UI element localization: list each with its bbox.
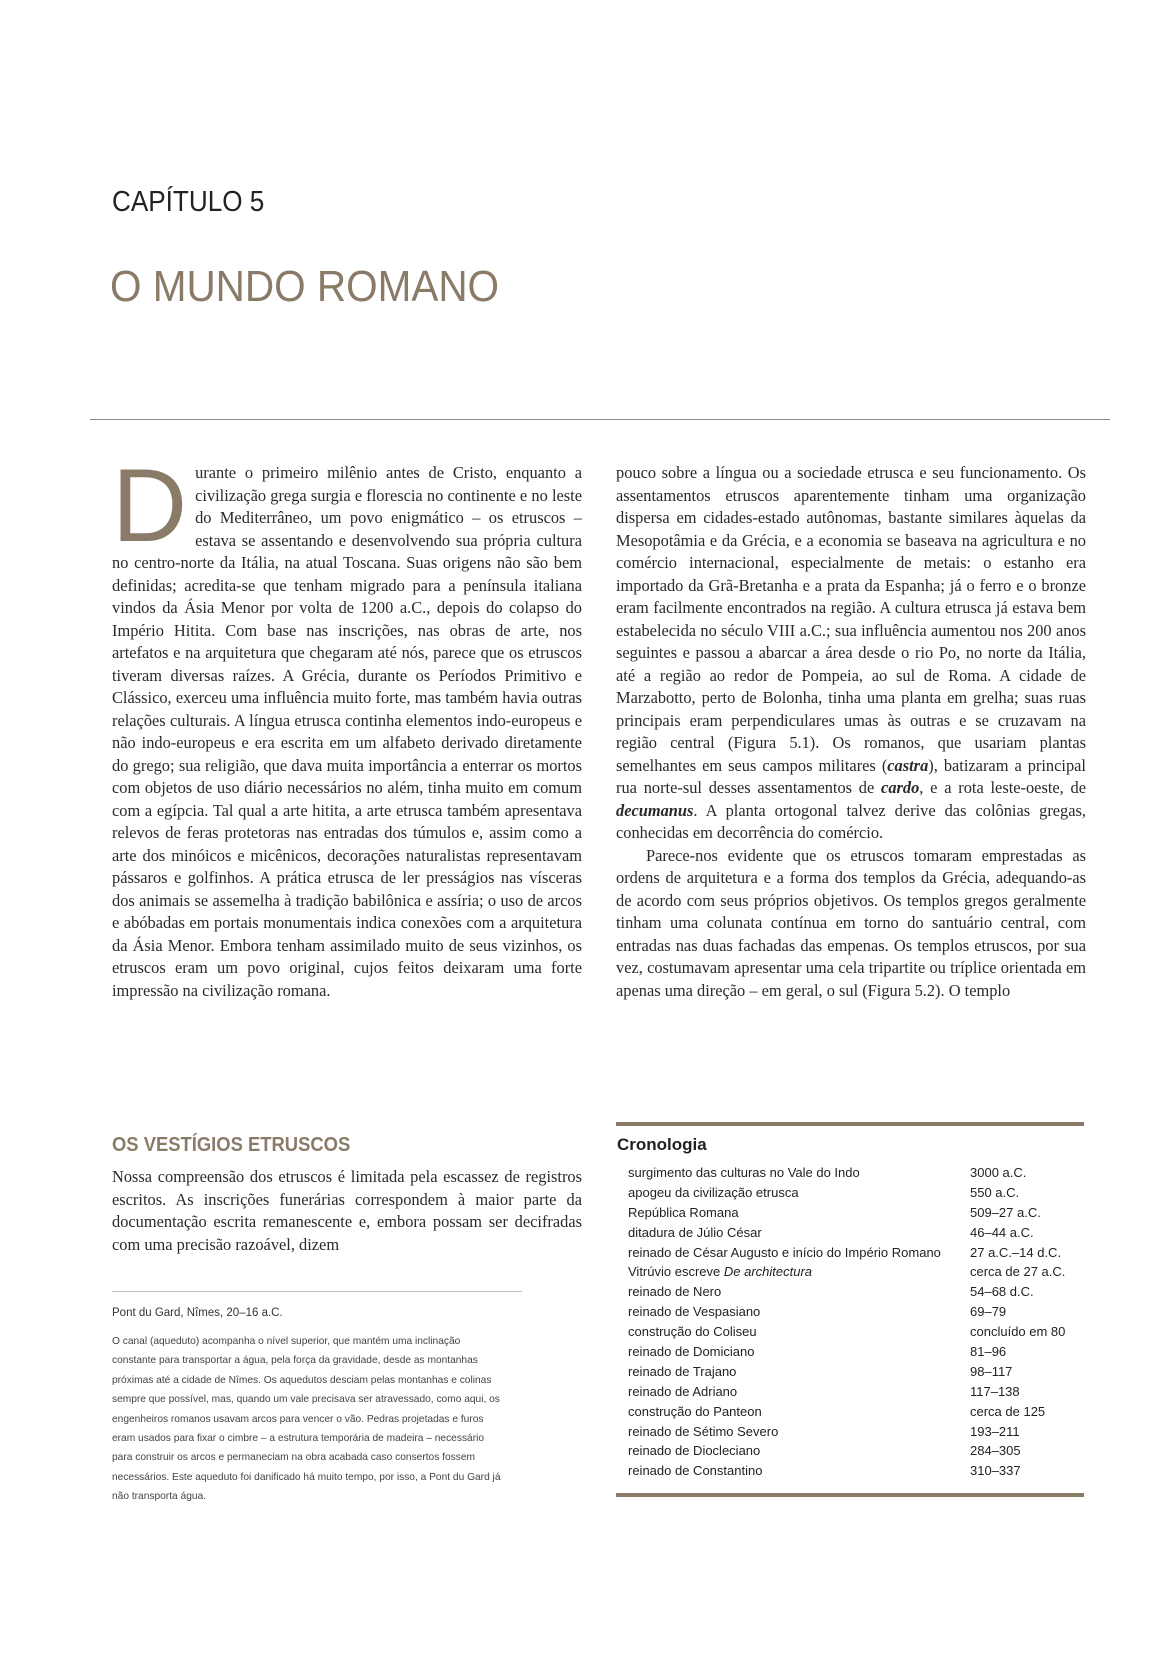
chronology-row xyxy=(628,1422,1084,1442)
chronology-event: construção do Coliseu xyxy=(628,1324,757,1340)
right-column xyxy=(616,462,1086,1002)
section-heading: OS VESTÍGIOS ETRUSCOS xyxy=(112,1134,351,1156)
intro-column xyxy=(112,448,582,1002)
chronology-date: 69–79 xyxy=(970,1304,1007,1320)
chronology-row xyxy=(628,1243,1084,1263)
chronology-title: Cronologia xyxy=(617,1135,707,1154)
chronology-event: ditadura de Júlio César xyxy=(628,1224,762,1240)
chronology-event: reinado de Adriano xyxy=(628,1383,738,1399)
chronology-date: 98–117 xyxy=(970,1363,1013,1379)
header-divider xyxy=(90,419,1110,420)
chronology-event: reinado de Nero xyxy=(628,1284,722,1300)
drop-cap: D xyxy=(112,448,188,564)
intro-paragraph xyxy=(112,448,582,1002)
chronology-event xyxy=(628,1262,970,1282)
chronology-event: reinado de Diocleciano xyxy=(628,1443,761,1459)
chronology-date: 310–337 xyxy=(970,1463,1021,1479)
section-text xyxy=(112,1166,582,1256)
chronology-row xyxy=(628,1223,1084,1243)
chronology-bottom-rule xyxy=(616,1493,1084,1497)
chronology-row xyxy=(628,1302,1084,1322)
section-paragraph: Nossa compreensão dos etruscos é limitada pela escassez de registros escritos. As inscrições funerárias correspondem à maior parte da documentação escrita remanescente e, embora possam ser decifradas com uma precisão razoável, dizem xyxy=(112,1167,582,1254)
chronology-date: 54–68 d.C. xyxy=(970,1284,1034,1300)
chronology-row xyxy=(628,1163,1084,1183)
term-cardo: cardo xyxy=(881,778,920,797)
chronology-row xyxy=(628,1262,1084,1282)
chronology-event-italic: De architectura xyxy=(723,1264,813,1280)
right-text-c: , e a rota leste-oeste, de xyxy=(919,778,1086,797)
chronology-date: 509–27 a.C. xyxy=(970,1204,1041,1220)
right-text-a: pouco sobre a língua ou a sociedade etrusca e seu funcionamento. Os assentamentos etruscos aparentemente tinham uma organização dispersa em cidades-estado autônomas, bastante similares àquelas da Mesopotâmia e da Grécia, e a economia se baseava na agricultura e no comércio internacional, especialmente de metais: o estanho era importado da Grã-Bretanha e a prata da Espanha; já o ferro e o bronze eram facilmente encontrados na região. A cultura etrusca já estava bem estabelecida no século VIII a.C.; sua influência aumentou nos 200 anos seguintes e passou a abarcar a área desde o rio Po, no norte da Itália, até a região ao redor de Pompeia, ao sul de Roma. A cidade de Marzabotto, perto de Bolonha, tinha uma planta em grelha; suas ruas principais eram perpendiculares umas às outras e se cruzavam na região central (Figura 5.1). Os romanos, que usariam plantas semelhantes em seus campos militares ( xyxy=(616,463,1086,775)
right-text-d: . A planta ortogonal talvez derive das colônias gregas, conhecidas em decorrência do comércio. xyxy=(616,800,1086,842)
chronology-row xyxy=(628,1402,1084,1422)
caption-title: Pont du Gard, Nîmes, 20–16 a.C. xyxy=(112,1307,283,1319)
chronology-row xyxy=(628,1441,1084,1461)
chronology-date: 81–96 xyxy=(970,1344,1007,1360)
chronology-date: cerca de 27 a.C. xyxy=(970,1264,1066,1280)
chronology-date: 550 a.C. xyxy=(970,1184,1020,1200)
caption-text: O canal (aqueduto) acompanha o nível superior, que mantém uma inclinação constante para transportar a água, pela força da gravidade, desde as montanhas próximas até a cidade de Nîmes. Os aquedutos desciam pelas montanhas e colinas sempre que possível, mas, quando um vale precisava ser atravessado, como aqui, os engenheiros romanos usavam arcos para vencer o vão. Pedras projetadas e furos eram usados para fixar o cimbre – a estrutura temporária de madeira – necessário para construir os arcos e permaneciam na obra acabada caso consertos fossem necessários. Este aqueduto foi danificado há muito tempo, por isso, a Pont du Gard já não transporta água. xyxy=(112,1336,501,1503)
chronology-row xyxy=(628,1203,1084,1223)
chronology-event: reinado de Constantino xyxy=(628,1463,763,1479)
chronology-date: 284–305 xyxy=(970,1443,1021,1459)
intro-text: urante o primeiro milênio antes de Cristo, enquanto a civilização grega surgia e florescia no continente e no leste do Mediterrâneo, um povo enigmático – os etruscos – estava se assentando e desenvolvendo sua própria cultura no centro-norte da Itália, na atual Toscana. Suas origens não são bem definidas; acredita-se que tenham migrado para a península italiana vindos da Ásia Menor por volta de 1200 a.C., depois do colapso do Império Hitita. Com base nas inscrições, nas obras de arte, nos artefatos e na arquitetura que chegaram até nós, parece que os etruscos tiveram diversas raízes. A Grécia, durante os Períodos Primitivo e Clássico, exerceu uma influência muito forte, mas também havia outras relações culturais. A língua etrusca continha elementos indo-europeus e não indo-europeus e era escrita em um alfabeto derivado diretamente do grego; sua religião, que dava muita importância a enterrar os mortos com objetos de uso diário necessários no além, tinha muito em comum com a egípcia. Tal qual a arte hitita, a arte etrusca também apresentava relevos de feras protetoras nas entradas dos túmulos e, assim como a arte dos minóicos e micênicos, decorações naturalistas representavam pássaros e golfinhos. A prática etrusca de ler presságios nas vísceras dos animais se assemelha à tradição babilônica e assíria; o uso de arcos e abóbadas em portais monumentais indica conexões com a arquitetura da Ásia Menor. Embora tenham assimilado muito de seus vizinhos, os etruscos eram um povo original, cujos feitos deixaram uma forte impressão na civilização romana. xyxy=(112,463,582,1000)
chapter-title: O MUNDO ROMANO xyxy=(110,262,500,311)
chronology-row xyxy=(628,1282,1084,1302)
chronology-top-rule xyxy=(616,1122,1084,1126)
chronology-event: reinado de Sétimo Severo xyxy=(628,1423,779,1439)
chronology-date: 117–138 xyxy=(970,1383,1020,1399)
chronology-row xyxy=(628,1362,1084,1382)
chronology-date: 3000 a.C. xyxy=(970,1165,1027,1180)
chronology-event: reinado de Trajano xyxy=(628,1363,737,1379)
chronology-event: reinado de Vespasiano xyxy=(628,1304,761,1320)
chronology-date: 46–44 a.C. xyxy=(970,1224,1034,1240)
chronology-list xyxy=(628,1163,1084,1481)
chronology-date: 27 a.C.–14 d.C. xyxy=(970,1244,1062,1260)
chronology-event-prefix: Vitrúvio escreve xyxy=(628,1264,724,1280)
chapter-label: CAPÍTULO 5 xyxy=(112,186,265,218)
term-decumanus: decumanus xyxy=(616,800,694,820)
chronology-row xyxy=(628,1183,1084,1203)
chronology-row xyxy=(628,1342,1084,1362)
chronology-row xyxy=(628,1382,1084,1402)
term-castra: castra xyxy=(887,755,929,775)
chronology-date: 193–211 xyxy=(970,1423,1020,1439)
chronology-event: reinado de Domiciano xyxy=(628,1344,755,1360)
chronology-date: concluído em 80 xyxy=(970,1324,1066,1340)
right-paragraph-1 xyxy=(616,462,1086,845)
caption-divider xyxy=(112,1291,522,1292)
chronology-event: surgimento das culturas no Vale do Indo xyxy=(628,1165,860,1180)
chronology-date: cerca de 125 xyxy=(970,1403,1046,1419)
right-text-b: ), batizaram a principal rua norte-sul desses assentamentos de xyxy=(616,755,1086,797)
chronology-row xyxy=(628,1461,1084,1481)
chronology-event: República Romana xyxy=(628,1204,739,1220)
chronology-event: construção do Panteon xyxy=(628,1403,762,1419)
chronology-event: apogeu da civilização etrusca xyxy=(628,1184,799,1200)
right-paragraph-2: Parece-nos evidente que os etruscos tomaram emprestadas as ordens de arquitetura e a forma dos templos da Grécia, adequando-as de acordo com seus próprios objetivos. Os templos gregos geralmente tinham uma colunata contínua em torno do santuário central, com entradas nas duas fachadas das empenas. Os templos etruscos, por sua vez, costumavam apresentar uma cela tripartite ou tríplice orientada em apenas uma direção – em geral, o sul (Figura 5.2). O templo xyxy=(616,845,1086,1000)
chronology-row xyxy=(628,1322,1084,1342)
chronology-event: reinado de César Augusto e início do Império Romano xyxy=(628,1244,941,1260)
